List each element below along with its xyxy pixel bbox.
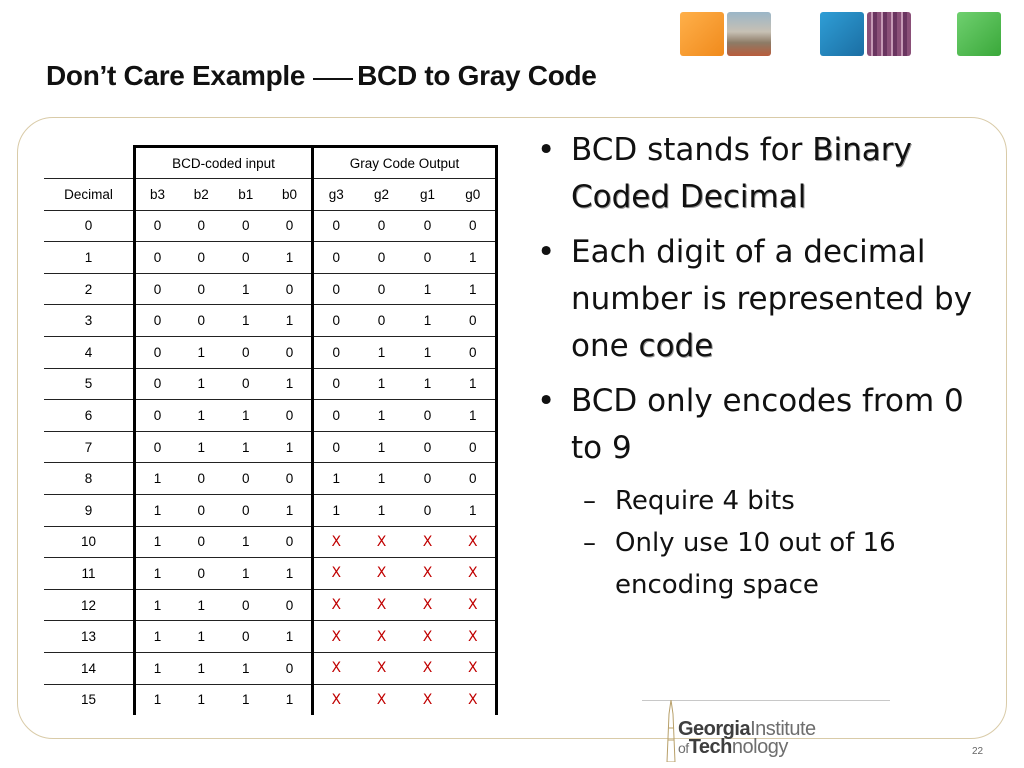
dont-care-mark: X (359, 558, 405, 590)
table-cell-b2: 0 (179, 210, 224, 242)
dont-care-mark: X (359, 652, 405, 684)
table-cell-decimal: 10 (44, 526, 135, 558)
table-row (44, 526, 497, 558)
table-cell-b0: 1 (268, 242, 313, 274)
table-cell-g0: 1 (451, 400, 497, 432)
col-header-g0: g0 (451, 179, 497, 211)
table-cell-b0: 1 (285, 692, 294, 708)
table-cell-g2: 1 (359, 494, 405, 526)
title-part-1: Don’t Care Example (46, 60, 306, 91)
sub-bullet-bits (535, 480, 975, 522)
gray-output-header: Gray Code Output (313, 147, 497, 179)
dont-care-mark: X (451, 652, 497, 684)
sub-bullet-text: Require 4 bits (615, 486, 795, 516)
campus-photo-thumbnail (727, 12, 771, 56)
group-header-row (44, 147, 497, 179)
table-cell-b0: 1 (268, 305, 313, 337)
table-cell-b0: 1 (268, 368, 313, 400)
blue-decor-square (820, 12, 864, 56)
table-row (44, 589, 497, 621)
dont-care-mark: X (405, 589, 451, 621)
table-cell-g0: 1 (451, 273, 497, 305)
table-cell-b3: 0 (135, 336, 180, 368)
bullet-dot: • (537, 132, 556, 168)
table-cell-g3: 0 (313, 368, 359, 400)
table-cell-b2: 1 (179, 431, 224, 463)
dont-care-mark: X (359, 589, 405, 621)
table-cell-g1: 0 (405, 494, 451, 526)
table-cell-g3: 0 (313, 273, 359, 305)
table-cell-b3: 1 (135, 494, 180, 526)
col-header-b2: b2 (179, 179, 224, 211)
georgia-tech-logo (664, 700, 870, 762)
highlight-term: Binary Coded Decimal (571, 132, 912, 215)
table-cell-g2: 1 (359, 368, 405, 400)
table-cell-b0: 0 (268, 273, 313, 305)
table-cell-g2: 1 (359, 400, 405, 432)
table-cell-b2: 1 (179, 368, 224, 400)
table-cell-b3: 1 (135, 621, 180, 653)
table-cell-b2: 0 (179, 558, 224, 590)
col-header-b0: b0 (268, 179, 313, 211)
sub-bullet-encoding (535, 522, 975, 606)
dont-care-mark: X (313, 621, 359, 653)
table-cell-b2: 1 (179, 621, 224, 653)
table-cell-decimal: 15 (80, 692, 97, 708)
table-row (44, 621, 497, 653)
table-cell-b0: 0 (268, 463, 313, 495)
table-cell-g3: 1 (313, 494, 359, 526)
table-cell-b1: 1 (241, 692, 250, 708)
dont-care-mark: X (313, 589, 359, 621)
table-cell-b1: 1 (224, 273, 269, 305)
table-cell-g3: 0 (313, 242, 359, 274)
dont-care-mark: X (405, 558, 451, 590)
table-cell-g0: 0 (451, 431, 497, 463)
bullet-list (535, 127, 975, 606)
dont-care-mark: X (359, 526, 405, 558)
table-cell-b0: 1 (268, 558, 313, 590)
page-number: 22 (972, 746, 984, 757)
bullet-text: BCD only encodes from 0 to 9 (571, 383, 964, 466)
table-cell-b1: 1 (224, 652, 269, 684)
table-cell-b1: 0 (224, 494, 269, 526)
dont-care-mark: X (451, 589, 497, 621)
bullet-dot: • (537, 234, 556, 270)
table-cell-b2: 1 (179, 589, 224, 621)
table-cell-g3: 0 (313, 305, 359, 337)
table-cell-decimal: 9 (44, 494, 135, 526)
table-cell-g1: 0 (405, 431, 451, 463)
table-cell-decimal: 13 (44, 621, 135, 653)
table-cell-g3: 1 (313, 463, 359, 495)
logo-georgia: Georgia (678, 718, 751, 740)
table-cell-g2: 0 (359, 210, 405, 242)
col-header-g1: g1 (405, 179, 451, 211)
table-row (44, 210, 497, 242)
table-cell-b0: 0 (268, 210, 313, 242)
column-header-row (44, 179, 497, 211)
table-cell-b2: 0 (179, 305, 224, 337)
dont-care-mark: X (405, 621, 451, 653)
table-row (44, 652, 497, 684)
table-cell-b1: 0 (224, 589, 269, 621)
table-cell-g1: 0 (405, 242, 451, 274)
table-cell-b3: 1 (135, 558, 180, 590)
table-cell-decimal: 1 (44, 242, 135, 274)
table-cell-g0: 1 (451, 242, 497, 274)
table-row (44, 494, 497, 526)
table-cell-b3: 0 (135, 368, 180, 400)
table-row (44, 242, 497, 274)
table-cell-g3: 0 (313, 400, 359, 432)
dont-care-mark: X (376, 691, 387, 708)
table-cell-decimal: 0 (44, 210, 135, 242)
table-cell-b3: 0 (135, 242, 180, 274)
table-cell-b1: 0 (224, 368, 269, 400)
table-cell-g1: 0 (405, 463, 451, 495)
table-row (44, 400, 497, 432)
table-cell-b0: 0 (268, 526, 313, 558)
table-cell-b3: 1 (135, 684, 180, 715)
table-cell-b0: 0 (268, 336, 313, 368)
sub-bullet-dash: – (583, 486, 596, 516)
table-cell-decimal: 2 (44, 273, 135, 305)
table-cell-g1: 1 (405, 368, 451, 400)
table-cell-b1: 0 (224, 336, 269, 368)
table-cell-b1: 1 (224, 305, 269, 337)
table-cell-g0: 1 (451, 368, 497, 400)
corner-cell (44, 147, 135, 179)
table-cell-b3: 0 (135, 273, 180, 305)
table-cell-g1: 1 (405, 336, 451, 368)
table-cell-b1: 1 (224, 400, 269, 432)
dont-care-mark: X (422, 691, 433, 708)
table-cell-b1: 0 (224, 242, 269, 274)
tower-icon (664, 700, 678, 762)
table-cell-b3: 0 (135, 210, 180, 242)
table-cell-b3: 1 (135, 589, 180, 621)
table-cell-decimal: 3 (44, 305, 135, 337)
dont-care-mark: X (405, 526, 451, 558)
table-cell-decimal: 7 (44, 431, 135, 463)
table-cell-b2: 0 (179, 494, 224, 526)
dont-care-mark: X (451, 621, 497, 653)
table-cell-g0: 0 (451, 305, 497, 337)
logo-institute: Institute (750, 718, 816, 740)
logo-nology: nology (731, 736, 788, 758)
dont-care-mark: X (405, 652, 451, 684)
truth-table (44, 145, 498, 715)
col-header-decimal: Decimal (44, 179, 135, 211)
table-cell-b1: 1 (224, 431, 269, 463)
table-cell-g0: 0 (451, 210, 497, 242)
table-row (44, 336, 497, 368)
table-cell-b3: 0 (135, 431, 180, 463)
table-cell-g2: 0 (359, 305, 405, 337)
table-cell-b2: 0 (179, 273, 224, 305)
col-header-b1: b1 (224, 179, 269, 211)
table-cell-decimal: 5 (44, 368, 135, 400)
orange-decor-square (680, 12, 724, 56)
slide-title (46, 60, 597, 92)
title-part-2: BCD to Gray Code (357, 60, 597, 91)
table-cell-b1: 0 (224, 463, 269, 495)
table-row (44, 305, 497, 337)
circuit-photo-thumbnail (867, 12, 911, 56)
sub-bullet-text: Only use 10 out of 16 encoding space (615, 528, 896, 600)
table-cell-b1: 0 (224, 621, 269, 653)
table-cell-decimal: 8 (44, 463, 135, 495)
logo-of: of (678, 740, 689, 756)
table-row (44, 273, 497, 305)
bullet-item-bcd (535, 127, 975, 221)
table-cell-b0: 1 (268, 494, 313, 526)
table-cell-decimal: 6 (44, 400, 135, 432)
dont-care-mark: X (313, 684, 359, 715)
dont-care-mark: X (451, 526, 497, 558)
table-cell-g3: 0 (313, 431, 359, 463)
table-cell-b1: 1 (224, 526, 269, 558)
table-cell-g3: 0 (313, 210, 359, 242)
table-row (44, 463, 497, 495)
col-header-g2: g2 (359, 179, 405, 211)
bullet-text: Each digit of a decimal number is represented by one (571, 234, 973, 364)
table-cell-decimal: 14 (44, 652, 135, 684)
table-cell-b2: 1 (179, 336, 224, 368)
table-cell-b3: 0 (135, 305, 180, 337)
table-cell-g2: 1 (359, 463, 405, 495)
table-cell-b1: 0 (224, 210, 269, 242)
table-cell-b3: 1 (135, 463, 180, 495)
table-cell-g2: 1 (359, 336, 405, 368)
dont-care-mark: X (451, 558, 497, 590)
table-cell-b2: 0 (179, 242, 224, 274)
table-cell-decimal: 4 (44, 336, 135, 368)
bullet-item-digit (535, 229, 975, 370)
logo-line-2 (678, 736, 788, 759)
table-cell-b3: 1 (135, 652, 180, 684)
table-cell-b2: 1 (179, 400, 224, 432)
bullet-item-encodes (535, 378, 975, 472)
table-cell-g1: 0 (405, 210, 451, 242)
table-cell-b0: 1 (268, 621, 313, 653)
highlight-term: code (638, 328, 714, 364)
sub-bullet-dash: – (583, 528, 596, 558)
table-cell-g1: 1 (405, 305, 451, 337)
table-cell-b2: 0 (179, 463, 224, 495)
table-cell-b2: 1 (179, 652, 224, 684)
dont-care-mark: X (451, 684, 497, 715)
table-cell-b0: 0 (268, 400, 313, 432)
table-row (44, 431, 497, 463)
table-cell-g0: 0 (451, 336, 497, 368)
green-decor-square (957, 12, 1001, 56)
col-header-g3: g3 (313, 179, 359, 211)
table-cell-g1: 0 (405, 400, 451, 432)
bullet-dot: • (537, 383, 556, 419)
table-cell-g3: 0 (313, 336, 359, 368)
table-row (44, 558, 497, 590)
dont-care-mark: X (313, 526, 359, 558)
table-cell-g0: 0 (451, 463, 497, 495)
col-header-b3: b3 (135, 179, 180, 211)
table-cell-b0: 0 (268, 652, 313, 684)
logo-tech: Tech (688, 736, 732, 758)
dont-care-mark: X (359, 621, 405, 653)
table-cell-decimal: 11 (44, 558, 135, 590)
bcd-input-header: BCD-coded input (135, 147, 313, 179)
table-cell-g1: 1 (405, 273, 451, 305)
table-cell-b2: 1 (197, 692, 205, 708)
table-cell-g2: 0 (359, 273, 405, 305)
table-cell-b3: 0 (135, 400, 180, 432)
table-cell-b1: 1 (224, 558, 269, 590)
bullet-text: BCD stands for (571, 132, 813, 168)
table-cell-b2: 0 (179, 526, 224, 558)
table-cell-b3: 1 (135, 526, 180, 558)
dont-care-mark: X (313, 652, 359, 684)
dont-care-mark: X (313, 558, 359, 590)
table-cell-b0: 1 (268, 431, 313, 463)
table-cell-g0: 1 (451, 494, 497, 526)
table-cell-decimal: 12 (44, 589, 135, 621)
table-cell-g2: 0 (359, 242, 405, 274)
table-row (44, 684, 497, 715)
table-cell-g2: 1 (359, 431, 405, 463)
table-cell-b0: 0 (268, 589, 313, 621)
table-row (44, 368, 497, 400)
title-dash (313, 78, 353, 80)
